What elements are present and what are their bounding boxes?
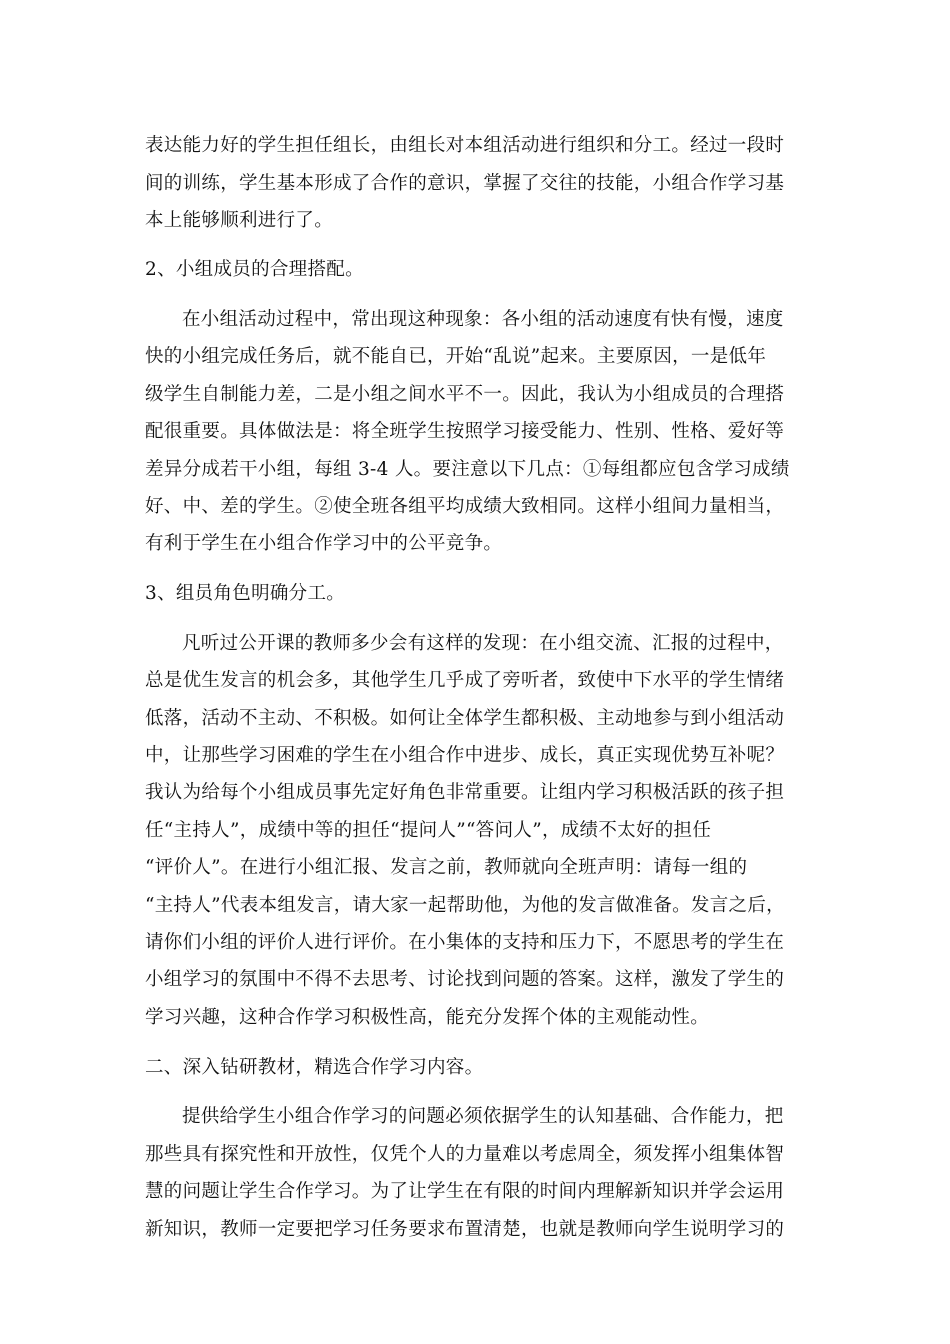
text-line: 差异分成若干小组，每组 3-4 人。要注意以下几点：①每组都应包含学习成绩 (145, 459, 790, 480)
text-line: 表达能力好的学生担任组长，由组长对本组活动进行组织和分工。经过一段时 (145, 135, 785, 156)
text-line: 中，让那些学习困难的学生在小组合作中进步、成长，真正实现优势互补呢？ (145, 745, 785, 766)
text-line: 凡听过公开课的教师多少会有这样的发现：在小组交流、汇报的过程中， (182, 633, 784, 654)
text-line: 那些具有探究性和开放性，仅凭个人的力量难以考虑周全，须发挥小组集体智 (145, 1144, 785, 1165)
text-line: 有利于学生在小组合作学习中的公平竞争。 (145, 533, 503, 554)
text-line: 任“主持人”，成绩中等的担任“提问人”“答问人”，成绩不太好的担任 (145, 820, 712, 841)
text-line: 本上能够顺利进行了。 (145, 210, 334, 231)
text-line: 在小组活动过程中，常出现这种现象：各小组的活动速度有快有慢，速度 (182, 309, 784, 330)
text-line: 低落，活动不主动、不积极。如何让全体学生都积极、主动地参与到小组活动 (145, 708, 785, 729)
text-line: 好、中、差的学生。②使全班各组平均成绩大致相同。这样小组间力量相当， (145, 496, 785, 517)
text-line: 间的训练，学生基本形成了合作的意识，掌握了交往的技能，小组合作学习基 (145, 173, 785, 194)
text-line: 级学生自制能力差，二是小组之间水平不一。因此，我认为小组成员的合理搭 (145, 384, 785, 405)
text-line: 小组学习的氛围中不得不去思考、讨论找到问题的答案。这样，激发了学生的 (145, 969, 785, 990)
text-line: 快的小组完成任务后，就不能自已，开始“乱说”起来。主要原因，一是低年 (145, 346, 767, 367)
text-line: 请你们小组的评价人进行评价。在小集体的支持和压力下，不愿思考的学生在 (145, 932, 785, 953)
text-line: 我认为给每个小组成员事先定好角色非常重要。让组内学习积极活跃的孩子担 (145, 782, 785, 803)
text-line: 学习兴趣，这种合作学习积极性高，能充分发挥个体的主观能动性。 (145, 1007, 710, 1028)
text-line: 慧的问题让学生合作学习。为了让学生在有限的时间内理解新知识并学会运用 (145, 1181, 785, 1202)
section-heading: 2、小组成员的合理搭配。 (145, 259, 364, 280)
text-line: “主持人”代表本组发言，请大家一起帮助他，为他的发言做准备。发言之后， (145, 895, 785, 916)
text-line: 提供给学生小组合作学习的问题必须依据学生的认知基础、合作能力，把 (182, 1106, 784, 1127)
section-heading: 3、组员角色明确分工。 (145, 583, 346, 604)
text-line: 总是优生发言的机会多，其他学生几乎成了旁听者，致使中下水平的学生情绪 (145, 670, 785, 691)
text-line: “评价人”。在进行小组汇报、发言之前，教师就向全班声明：请每一组的 (145, 857, 748, 878)
section-heading: 二、深入钻研教材，精选合作学习内容。 (145, 1057, 484, 1078)
text-line: 新知识，教师一定要把学习任务要求布置清楚，也就是教师向学生说明学习的 (145, 1219, 785, 1240)
text-line: 配很重要。具体做法是：将全班学生按照学习接受能力、性别、性格、爱好等 (145, 421, 785, 442)
